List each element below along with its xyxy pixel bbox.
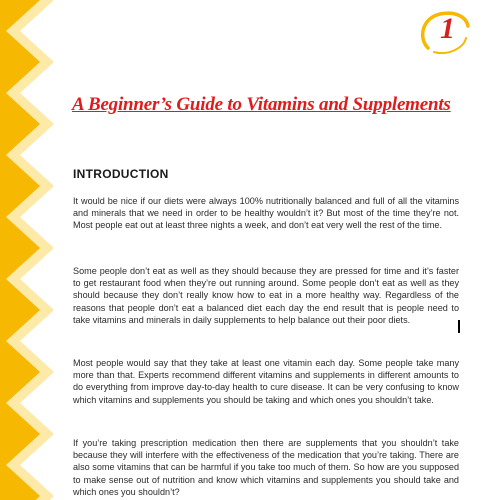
section-heading: INTRODUCTION (73, 167, 169, 181)
zigzag-border (0, 0, 60, 500)
paragraph-1: It would be nice if our diets were always 100% nutritionally balanced and full of all the vitamins and minerals that we need in order to be healthy wouldn’t it? But most of the time they’re not. Most people eat out at least three nights a week, and don’t eat very well the rest of the time. (73, 196, 459, 231)
paragraph-2: Some people don’t eat as well as they should because they are pressed for time and it’s faster to get restaurant food when they’re out running around. Some people don’t eat as well as they should because they don’t really know how to eat in a more healthy way. Regardless of the reasons that people don’t eat a balanced diet each day the end result that is people need to take vitamins and minerals in daily supplements to help balance out their poor diets. (73, 266, 459, 325)
document-title: A Beginner’s Guide to Vitamins and Supplements (72, 94, 451, 115)
paragraph-3: Most people would say that they take at least one vitamin each day. Some people take many more than that. Experts recommend different vitamins and supplements in different amounts to do everything from improve day-to-day health to cure disease. It can be very confusing to know which vitamins and supplements you should be taking and which ones you shouldn’t take. (73, 358, 459, 405)
page-number: 1 (440, 12, 455, 45)
text-cursor (458, 320, 460, 333)
paragraph-4: If you’re taking prescription medication then there are supplements that you shouldn’t take because they will interfere with the effectiveness of the medication that you’re taking. There are also some vitamins that can be harmful if you take too much of them. So how are you supposed to make sense out of nutrition and know which vitamins and supplements you should take and which ones you shouldn’t? (73, 438, 459, 497)
